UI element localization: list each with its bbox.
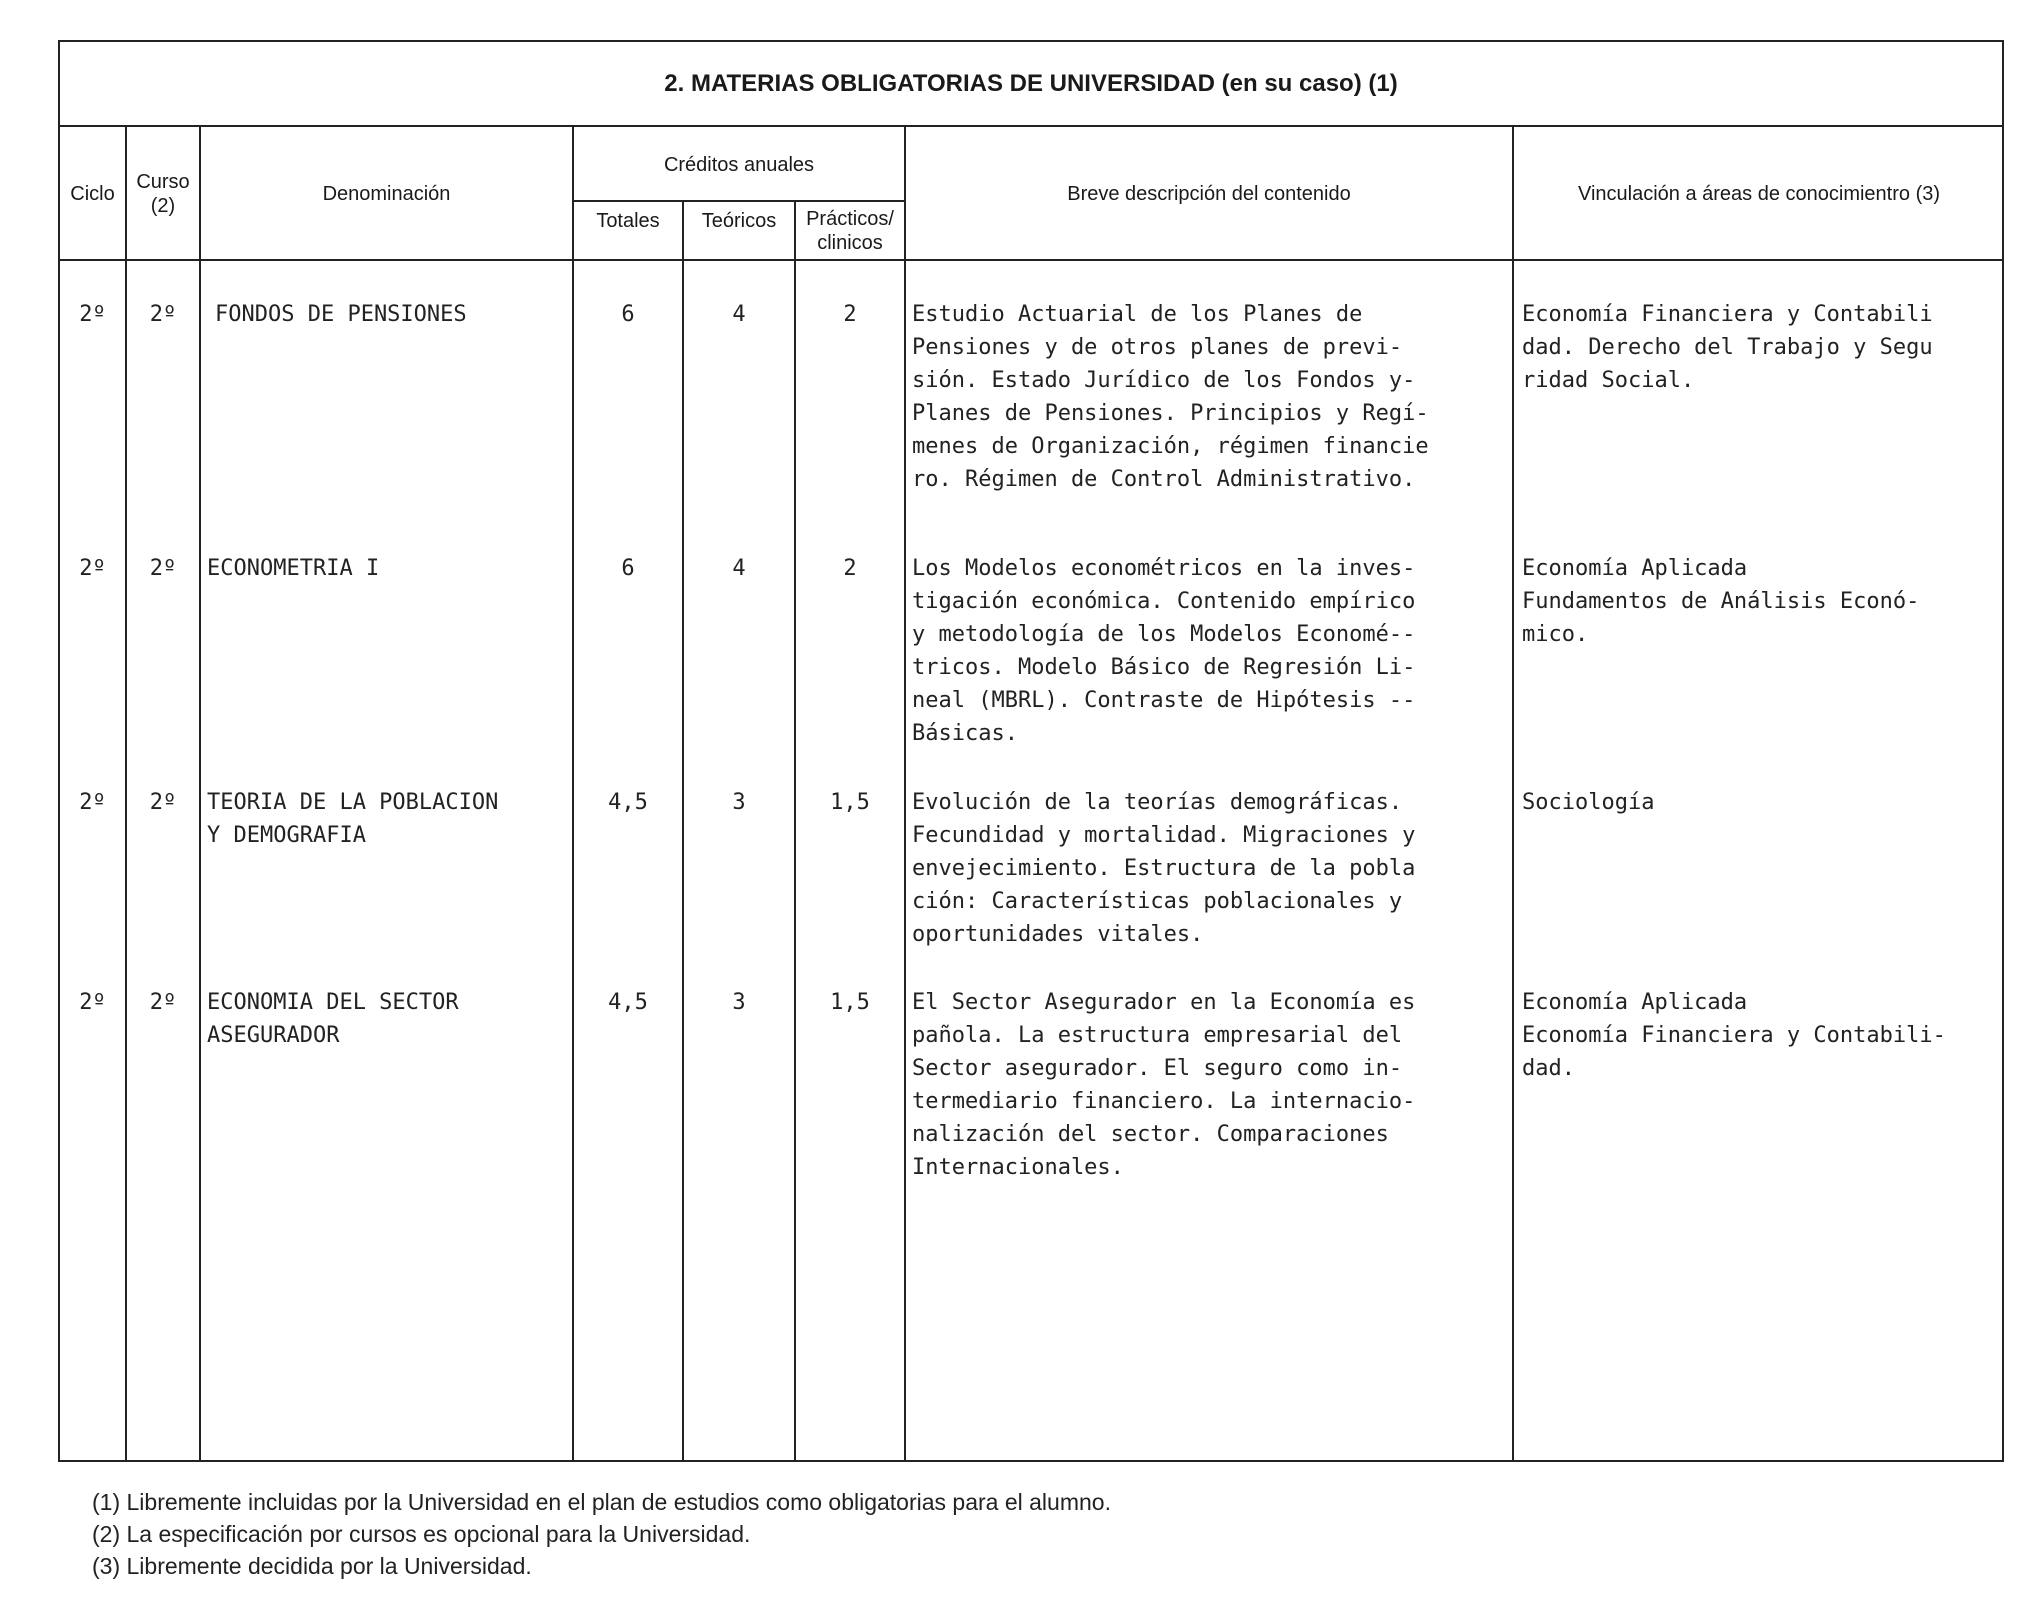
row1-teoricos: 4 bbox=[732, 302, 746, 327]
header-totales: Totales bbox=[596, 210, 660, 232]
row3-teoricos: 3 bbox=[732, 790, 746, 815]
row1-vinculacion: Economía Financiera y Contabili dad. Derecho del Trabajo y Segu ridad Social. bbox=[1522, 302, 1933, 393]
row4-teoricos: 3 bbox=[732, 990, 746, 1015]
row1-practicos: 2 bbox=[843, 302, 857, 327]
footnotes bbox=[92, 1486, 1111, 1582]
column-divider bbox=[794, 200, 796, 1462]
row2-ciclo: 2º bbox=[79, 556, 106, 581]
row3-totales: 4,5 bbox=[608, 790, 648, 815]
header-vinculacion: Vinculación a áreas de conocimientro (3) bbox=[1577, 183, 1941, 205]
row4-descripcion: El Sector Asegurador en la Economía es pañola. La estructura empresarial del Sector asegurador. El seguro como in- termediario financiero. La internacio- nalización del sector. Comparaciones Internacionales. bbox=[912, 990, 1416, 1180]
row1-ciclo: 2º bbox=[79, 302, 106, 327]
header-bottom-rule bbox=[60, 259, 2002, 261]
row3-descripcion: Evolución de la teorías demográficas. Fecundidad y mortalidad. Migraciones y envejecimiento. Estructura de la pobla ción: Características poblacionales y oportunidades vitales. bbox=[912, 790, 1416, 947]
footnote-2: (2) La especificación por cursos es opcional para la Universidad. bbox=[92, 1521, 751, 1547]
row4-vinculacion: Economía Aplicada Economía Financiera y Contabili- dad. bbox=[1522, 990, 1946, 1081]
column-divider bbox=[904, 127, 906, 1462]
header-curso: Curso (2) bbox=[136, 171, 190, 217]
row3-practicos: 1,5 bbox=[830, 790, 870, 815]
row1-curso: 2º bbox=[149, 302, 177, 327]
footnote-1: (1) Libremente incluidas por la Universidad en el plan de estudios como obligatorias para el alumno. bbox=[92, 1489, 1111, 1515]
row1-denominacion: FONDOS DE PENSIONES bbox=[215, 302, 467, 327]
row4-ciclo: 2º bbox=[79, 990, 106, 1015]
table-title: 2. MATERIAS OBLIGATORIAS DE UNIVERSIDAD (en su caso) (1) bbox=[60, 42, 2002, 127]
header-teoricos: Teóricos bbox=[701, 210, 777, 232]
row2-descripcion: Los Modelos econométricos en la inves- tigación económica. Contenido empírico y metodología de los Modelos Economé-- tricos. Modelo Básico de Regresión Li- neal (MBRL). Contraste de Hipótesis -- Básicas. bbox=[912, 556, 1416, 746]
footnote-3: (3) Libremente decidida por la Universidad. bbox=[92, 1553, 532, 1579]
header-ciclo: Ciclo bbox=[70, 183, 115, 205]
header-creditos-anuales: Créditos anuales bbox=[663, 153, 815, 176]
row2-vinculacion: Economía Aplicada Fundamentos de Análisis Econó- mico. bbox=[1522, 556, 1920, 647]
row2-totales: 6 bbox=[621, 556, 635, 581]
row2-curso: 2º bbox=[149, 556, 177, 581]
row1-totales: 6 bbox=[621, 302, 635, 327]
header-denominacion: Denominación bbox=[322, 183, 451, 205]
column-divider bbox=[199, 127, 201, 1462]
row3-ciclo: 2º bbox=[79, 790, 106, 815]
row4-totales: 4,5 bbox=[608, 990, 648, 1015]
row2-denominacion: ECONOMETRIA I bbox=[207, 556, 380, 581]
row4-practicos: 1,5 bbox=[830, 990, 870, 1015]
subjects-table bbox=[58, 40, 2004, 1462]
row4-denominacion: ECONOMIA DEL SECTOR ASEGURADOR bbox=[207, 990, 459, 1048]
column-divider bbox=[682, 200, 684, 1462]
row2-practicos: 2 bbox=[843, 556, 857, 581]
header-practicos: Prácticos/ clinicos bbox=[806, 207, 894, 254]
row1-descripcion: Estudio Actuarial de los Planes de Pensiones y de otros planes de previ- sión. Estado Jurídico de los Fondos y- Planes de Pensiones. Principios y Regí- menes de Organización, régimen financie ro. Régimen de Control Administrativo. bbox=[912, 302, 1429, 492]
row3-curso: 2º bbox=[149, 790, 177, 815]
row3-denominacion: TEORIA DE LA POBLACION Y DEMOGRAFIA bbox=[207, 790, 499, 848]
column-divider bbox=[1512, 127, 1514, 1462]
row2-teoricos: 4 bbox=[732, 556, 746, 581]
header-descripcion: Breve descripción del contenido bbox=[1067, 183, 1351, 205]
row4-curso: 2º bbox=[149, 990, 177, 1015]
row3-vinculacion: Sociología bbox=[1522, 790, 1655, 815]
